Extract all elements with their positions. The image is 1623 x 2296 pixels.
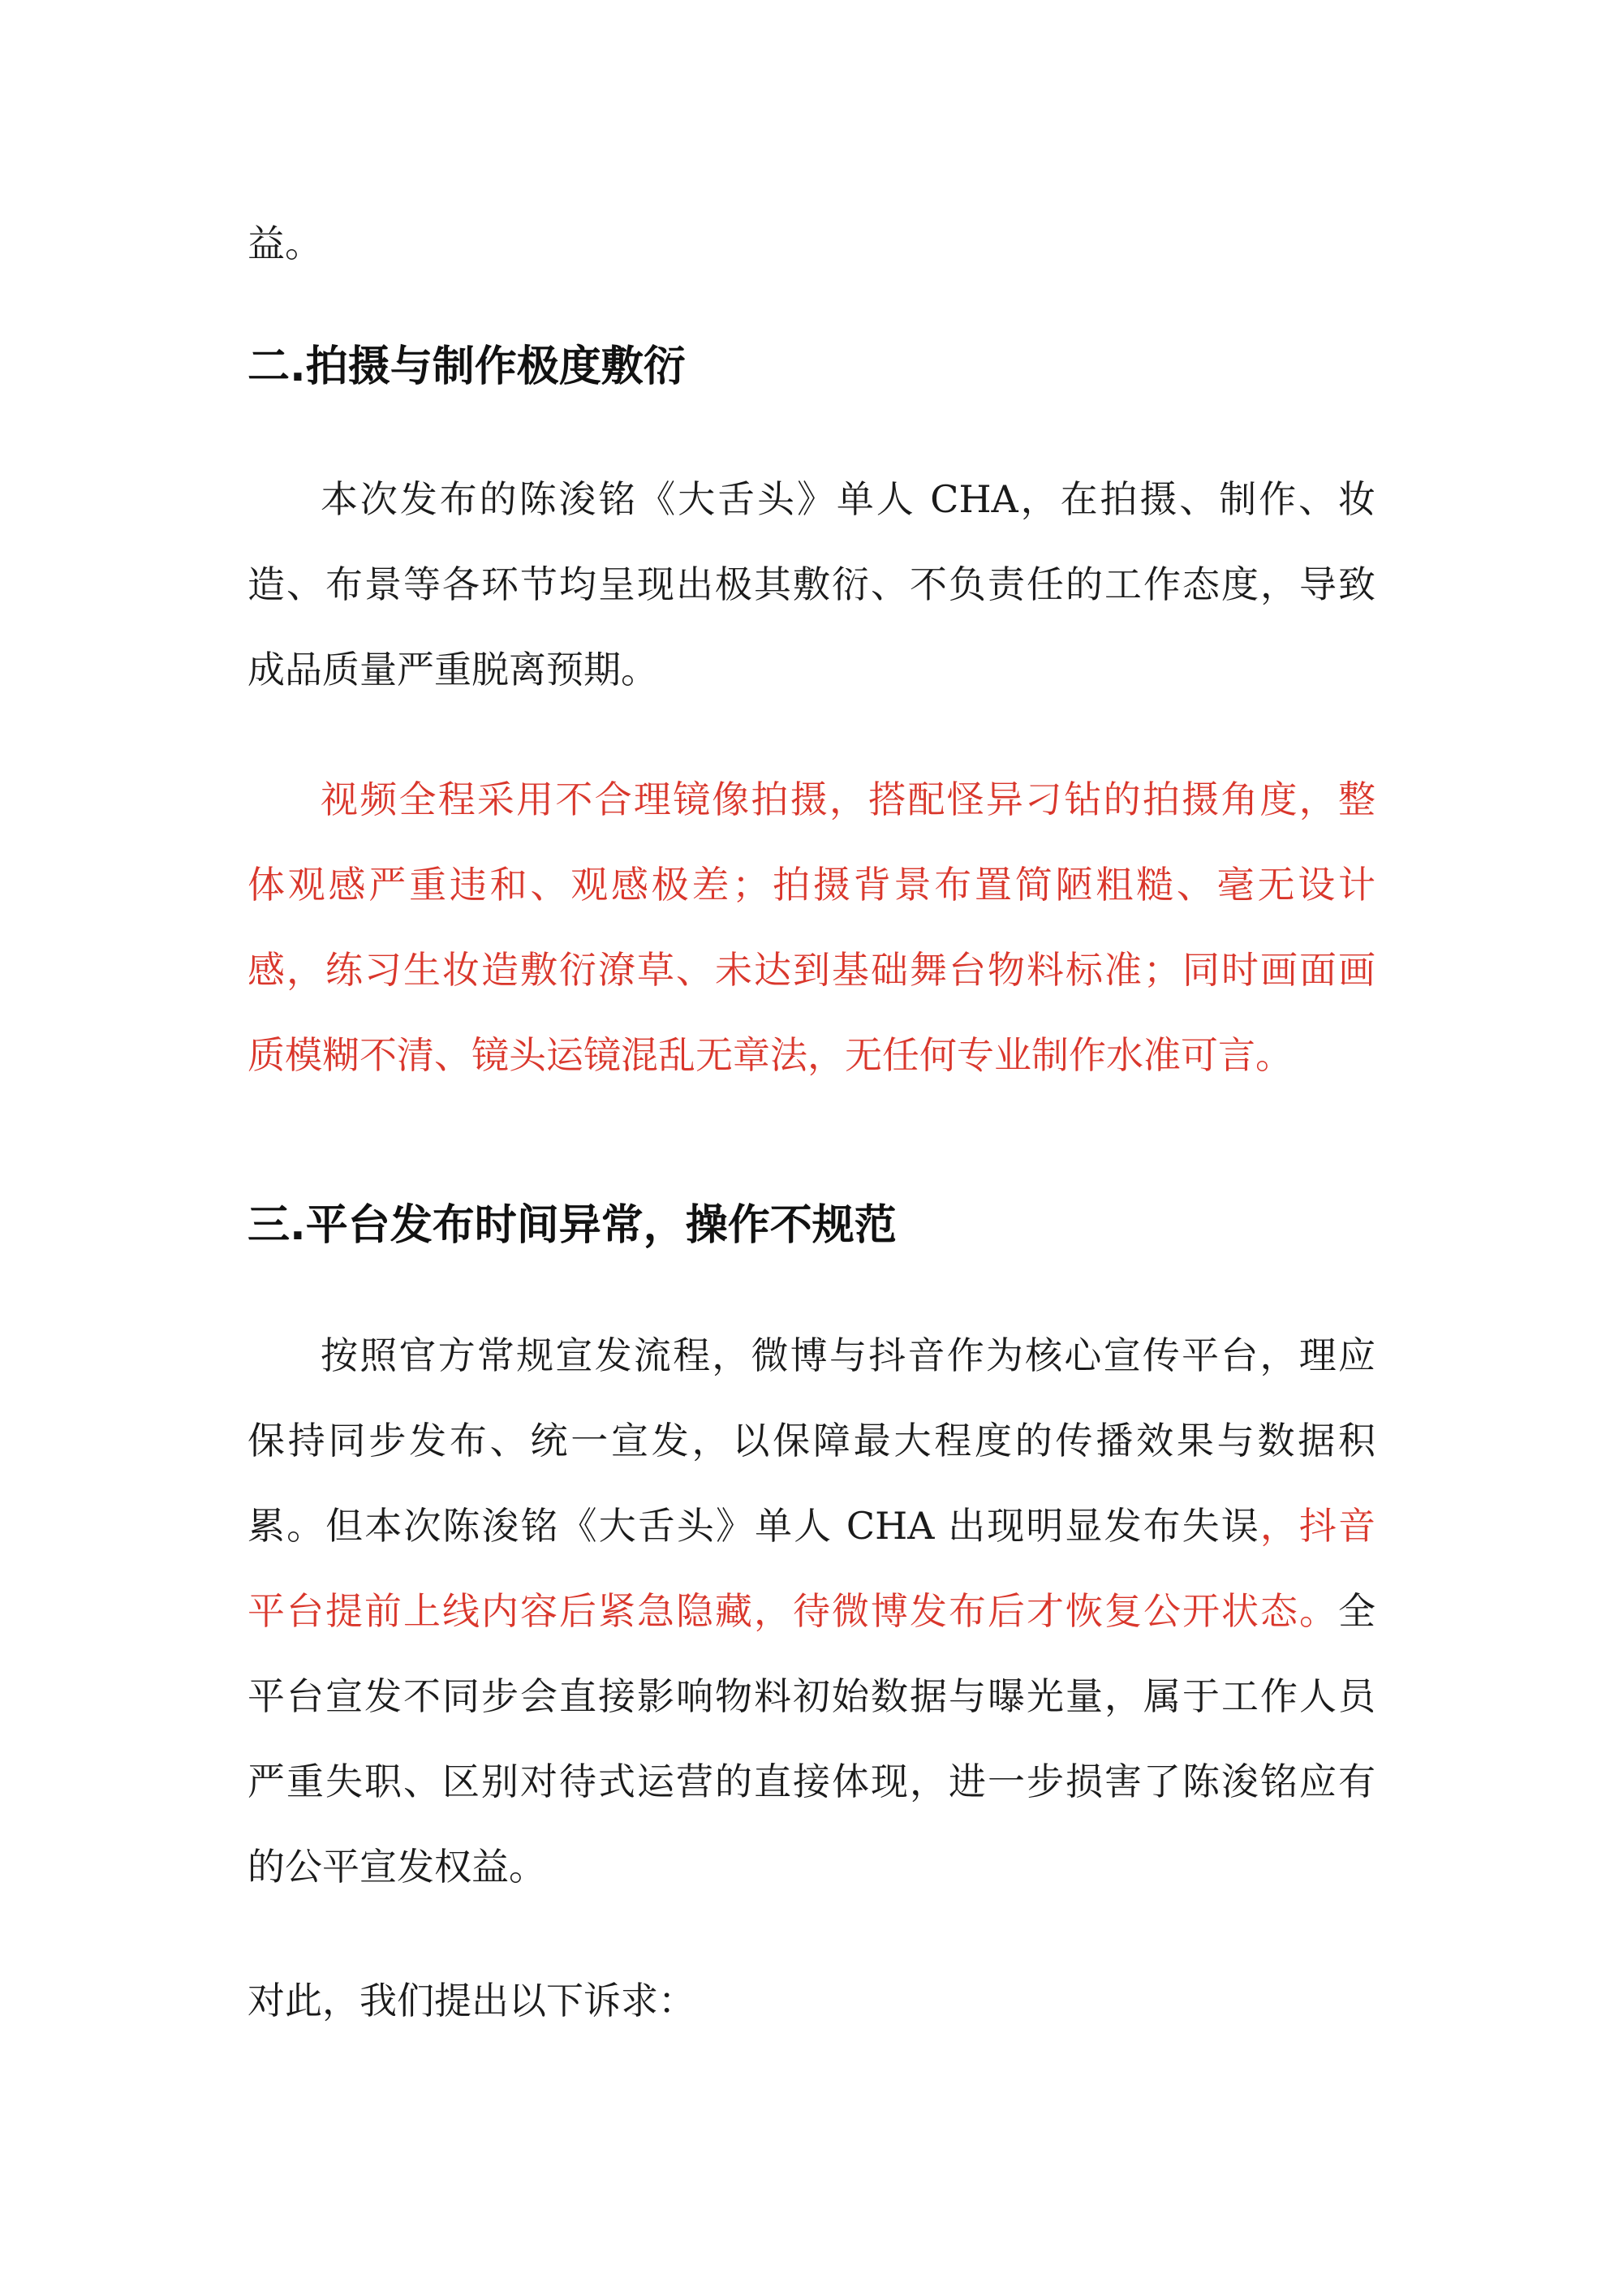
section-2-heading: 二.拍摄与制作极度敷衍 [248, 342, 686, 391]
highlighted-line: 质模糊不清、镜头运镜混乱无章法，无任何专业制作水准可言。 [248, 1033, 1293, 1077]
lead-fragment: 益。 [248, 222, 322, 265]
paragraph-line: 成品质量严重脱离预期。 [248, 648, 658, 691]
paragraph-line: 的公平宣发权益。 [248, 1845, 546, 1889]
paragraph-line [248, 1501, 1375, 1550]
closing-line: 对此，我们提出以下诉求： [248, 1979, 695, 2022]
highlighted-run: 平台提前上线内容后紧急隐藏，待微博发布后才恢复公开状态。 [248, 1589, 1338, 1633]
highlighted-run: ，抖音 [1259, 1504, 1376, 1548]
highlighted-line: 体观感严重违和、观感极差；拍摄背景布置简陋粗糙、毫无设计 [248, 863, 1375, 907]
paragraph-line [248, 1587, 1375, 1635]
highlighted-line: 感，练习生妆造敷衍潦草、未达到基础舞台物料标准；同时画面画 [248, 948, 1375, 992]
paragraph-line: 按照官方常规宣发流程，微博与抖音作为核心宣传平台，理应 [321, 1333, 1375, 1377]
paragraph-line: 本次发布的陈浚铭《大舌头》单人 CHA，在拍摄、制作、妆 [321, 477, 1375, 521]
text-run: 全 [1338, 1589, 1375, 1633]
paragraph-line: 保持同步发布、统一宣发，以保障最大程度的传播效果与数据积 [248, 1419, 1375, 1462]
paragraph-line: 平台宣发不同步会直接影响物料初始数据与曝光量，属于工作人员 [248, 1674, 1375, 1718]
paragraph-line: 造、布景等各环节均呈现出极其敷衍、不负责任的工作态度，导致 [248, 562, 1375, 606]
paragraph-line: 严重失职、区别对待式运营的直接体现，进一步损害了陈浚铭应有 [248, 1760, 1375, 1803]
highlighted-line: 视频全程采用不合理镜像拍摄，搭配怪异刁钻的拍摄角度，整 [321, 778, 1375, 821]
section-3-heading: 三.平台发布时间异常，操作不规范 [248, 1201, 897, 1250]
text-run: 累。但本次陈浚铭《大舌头》单人 CHA 出现明显发布失误 [248, 1504, 1260, 1548]
